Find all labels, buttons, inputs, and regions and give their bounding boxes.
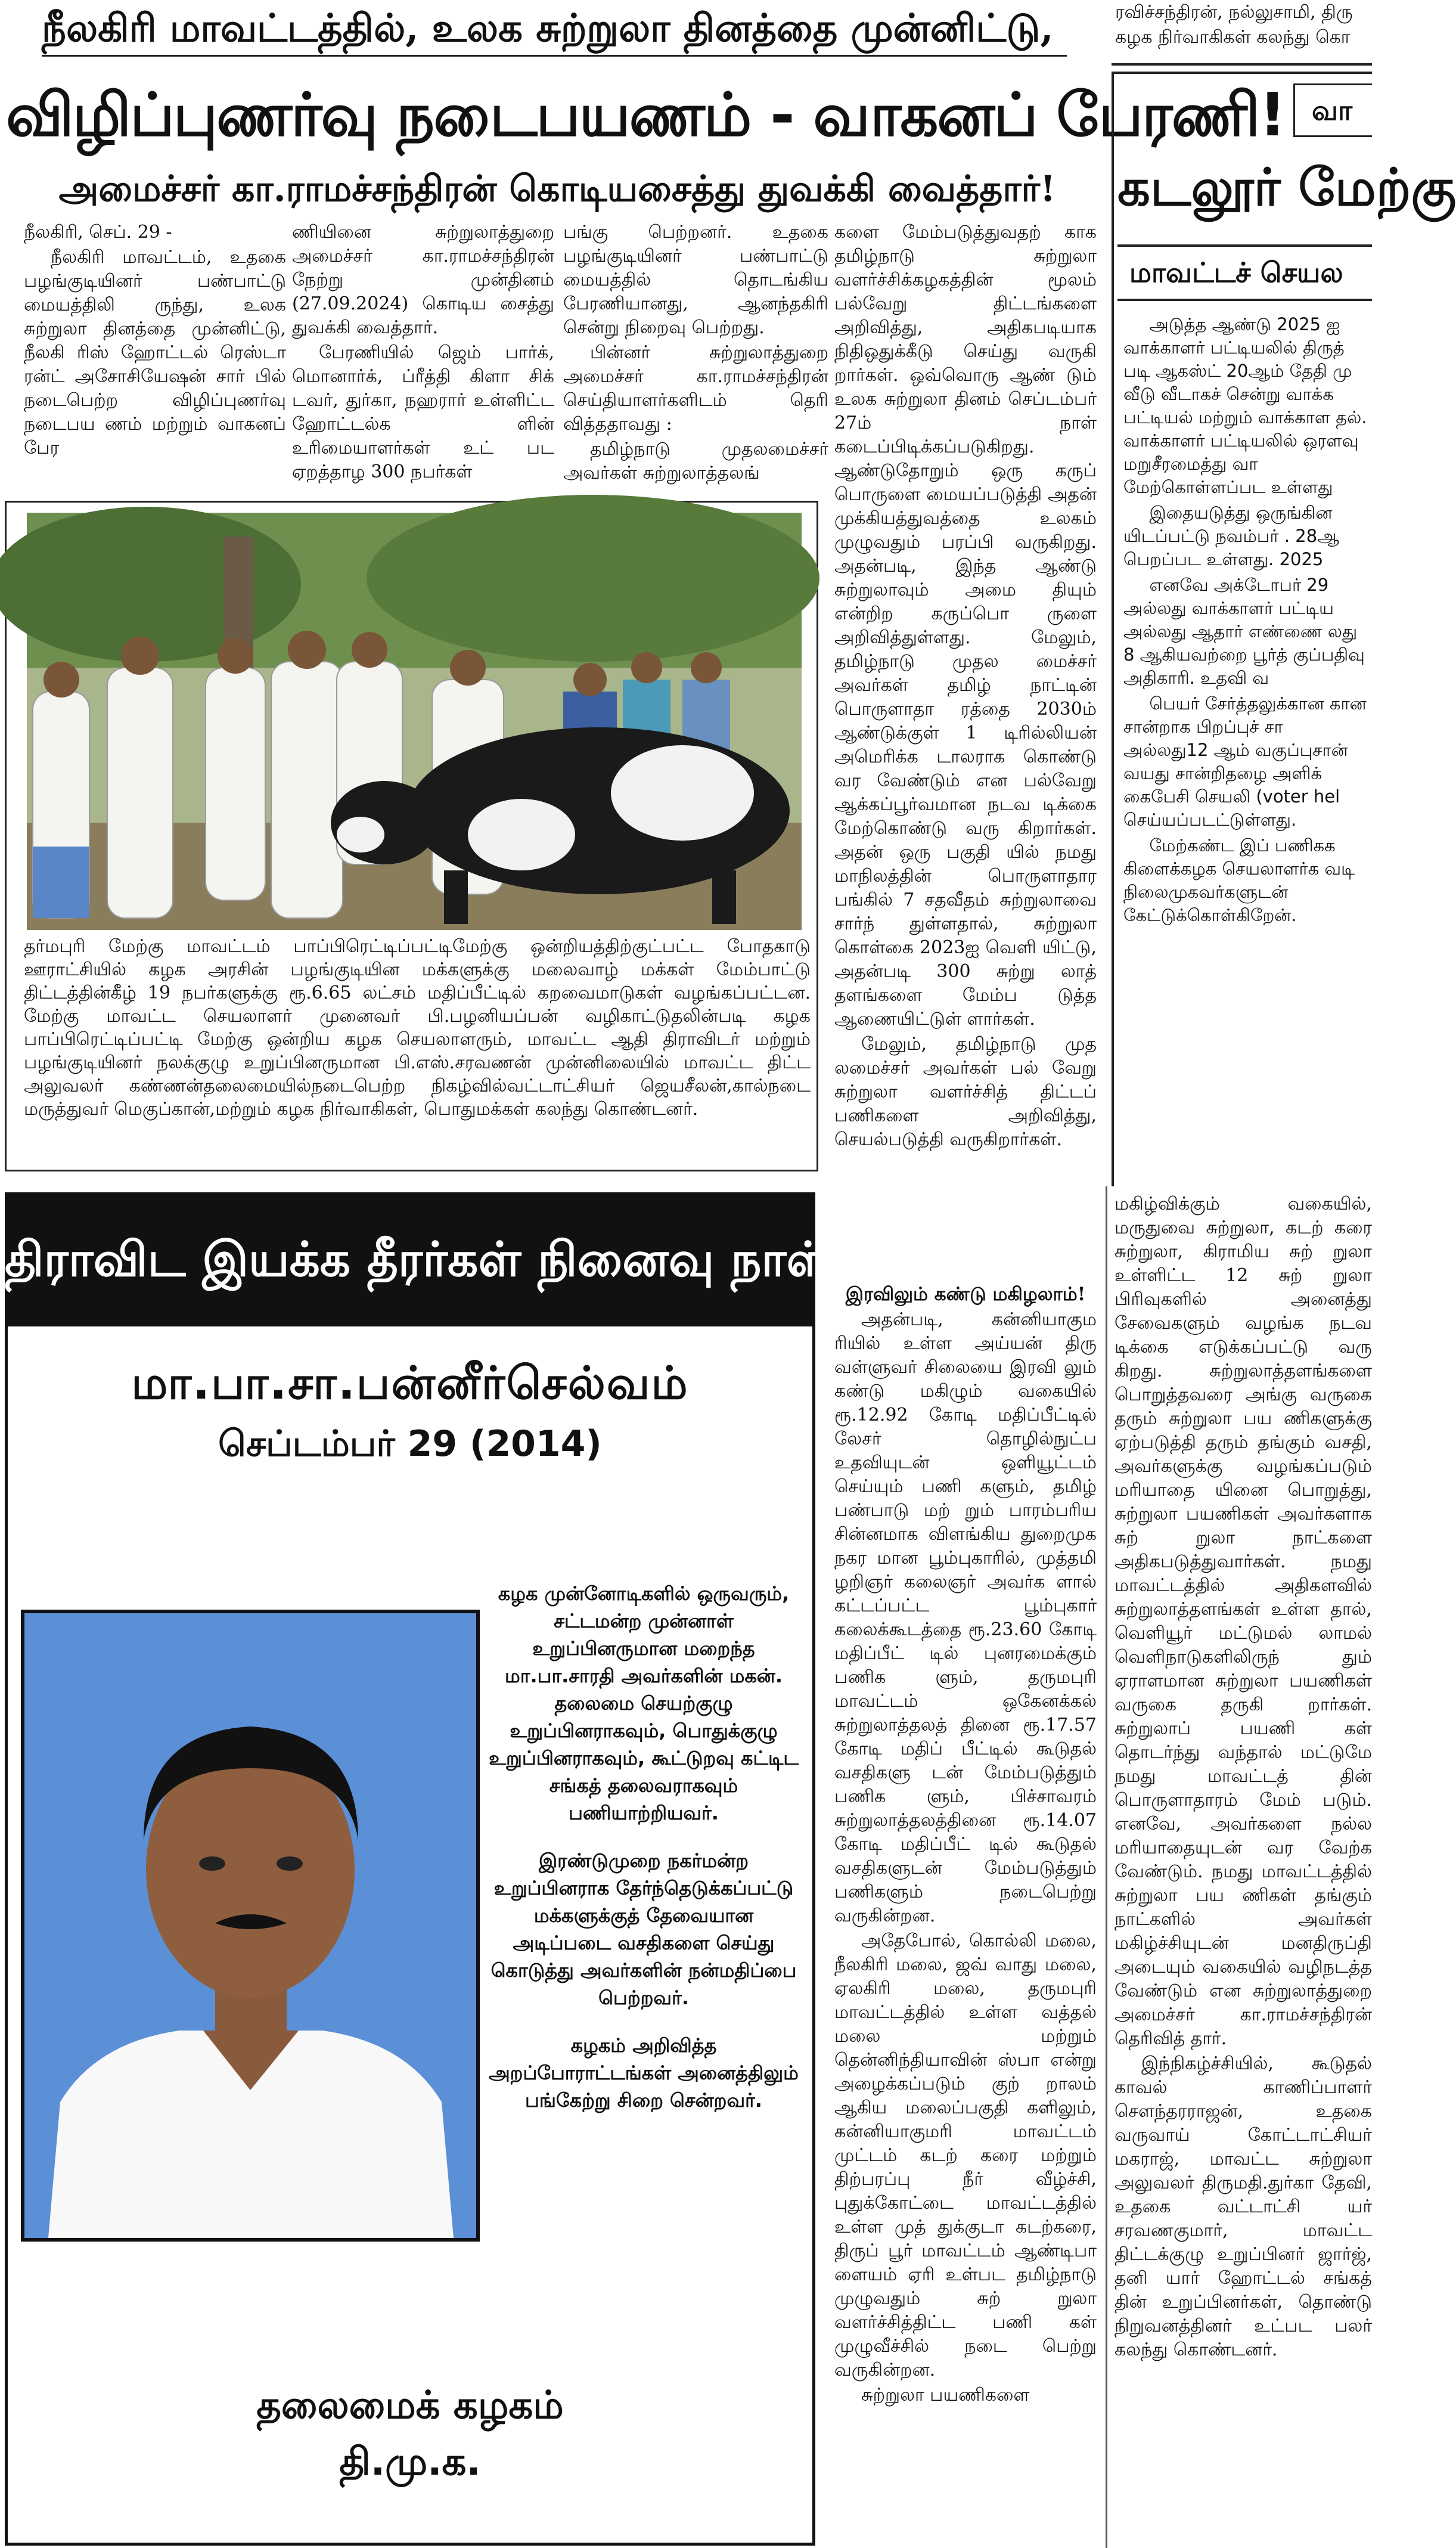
paragraph: அதேபோல், கொல்லி மலை, நீலகிரி மலை, ஜவ் வாது மலை, ஏலகிரி மலை, தருமபுரி மாவட்டத்தில் உள்ள வத்தல் மலை மற்றும் தென்னிந்தியாவின் ஸ்பா என்று அழைக்கப்படும் குற் றாலம் ஆகிய மலைப்பகுதி களிலும், கன்னியாகுமரி மாவட்டம் முட்டம் கடற் கரை மற்றும் திற்பரப்பு நீர் வீழ்ச்சி, புதுக்கோட்டை மாவட்டத்தில் உள்ள முத் துக்குடா கடற்கரை, திருப் பூர் மாவட்டம் ஆண்டிபா ளையம் ஏரி உள்பட தமிழ்நாடு முழுவதும் சுற் றுலா வளர்ச்சித்திட்ட பணி கள் முழுவீச்சில் நடை பெற்று வருகின்றன. (834, 1930, 1097, 2380)
adjacent-story-body (1123, 313, 1372, 1183)
adjacent-story-band: மாவட்டச் செயல (1117, 244, 1372, 301)
paragraph: எனவே அக்டோபர் 29 அல்லது வாக்காளர் பட்டிய அல்லது ஆதார் எண்ணை லது 8 ஆகியவற்றை பூர்த் குப்பதிவு அதிகாரி. உதவி வ (1123, 575, 1365, 688)
paragraph: இந்நிகழ்ச்சியில், கூடுதல் காவல் காணிப்பாளர் சௌந்தரராஜன், உதகை வருவாய் கோட்டாட்சியர் மகராஜ், மாவட்ட சுற்றுலா அலுவலர் திருமதி.துர்கா தேவி, உதகை வட்டாட்சி யர் சரவணகுமார், மாவட்ட திட்டக்குழு உறுப்பினர் ஜார்ஜ், தனி யார் ஹோட்டல் சங்கத் தின் உறுப்பினர்கள், தொண்டு நிறுவனத்தினர் உட்பட பலர் கலந்து கொண்டனர். (1114, 2053, 1372, 2360)
paragraph: பேரணியில் ஜெம் பார்க், மொனார்க், ப்ரீத்தி கிளா சிக் டவர், துர்கா, நஹரார் உள்ளிட்ட ஹோட்டல்க ளின் உரிமையாளர்கள் உட் பட ஏறத்தாழ 300 நபர்கள் (292, 342, 554, 482)
paragraph: சுற்றுலா பயணிகளை (861, 2385, 1030, 2406)
story-subhead: அமைச்சர் கா.ராமச்சந்திரன் கொடியசைத்து துவக்கி வைத்தார்! (58, 168, 1056, 210)
paragraph: நீலகிரி மாவட்டம், உதகை பழங்குடியினர் பண்பாட்டு மையத்திலி ருந்து, உலக சுற்றுலா தினத்தை முன்னிட்டு, நீலகி ரிஸ் ஹோட்டல் ரெஸ்டா ரன்ட் அசோசியேஷன் சார் பில் நடைபெற்ற விழிப்புணர்வு நடைபய ணம் மற்றும் வாகனப் பேர (24, 247, 286, 458)
paragraph: பங்கு பெற்றனர். உதகை பழங்குடியினர் பண்பாட்டு மையத்தில் தொடங்கிய பேரணியானது, ஆனந்தகிரி சென்று நிறைவு பெற்றது. (563, 222, 828, 338)
bio-paragraph: கழக முன்னோடிகளில் ஒருவரும், சட்டமன்ற முன்னாள் உறுப்பினருமான மறைந்த மா.பா.சாரதி அவர்களின் மகன். தலைமை செயற்குழு உறுப்பினராகவும், பொதுக்குழு உறுப்பினராகவும், கூட்டுறவு கட்டிட சங்கத் தலைவராகவும் பணியாற்றியவர். (489, 1582, 799, 1824)
cattle-handover-illustration (27, 513, 802, 930)
story-column-4 (834, 221, 1097, 1157)
story-column-3 (563, 221, 828, 501)
story-column-4-continued (834, 1282, 1097, 2546)
paragraph: மேற்கண்ட இப் பணிகக கிளைக்கழக செயலாளர்க வடி நிலைமுகவர்களுடன் கேட்டுக்கொள்கிறேன். (1123, 835, 1355, 925)
photo-caption: தர்மபுரி மேற்கு மாவட்டம் பாப்பிரெட்டிப்பட்டிமேற்கு ஒன்றியத்திற்குட்பட்ட போதகாடு ஊராட்சியில் கழக அரசின் பழங்குடியின மக்களுக்கு மலைவாழ் மக்கள் மேம்பாட்டு திட்டத்தின்கீழ் 19 நபர்களுக்கு ரூ.6.65 லட்சம் மதிப்பீட்டில் கறவைமாடுகள் வழங்கப்பட்டன. மேற்கு மாவட்ட செயலாளர் முனைவர் பி.பழனியப்பன் வழிகாட்டுதலின்படி கழக பாப்பிரெட்டிப்பட்டி மேற்கு ஒன்றிய கழக செயலாளரும், மாவட்ட ஆதி திராவிடர் மற்றும் பழங்குடியினர் நலக்குழு உறுப்பினருமான பி.எஸ்.சரவணன் முன்னிலையில் மாவட்ட திட்ட அலுவலர் கண்ணன்தலைமையில்நடைபெற்ற நிகழ்வில்வட்டாட்சியர் ஜெயசீலன்,கால்நடை மருத்துவர் மெகுப்கான்,மற்றும் கழக நிர்வாகிகள், பொதுமக்கள் கலந்து கொண்டனர். (24, 936, 811, 1120)
memorial-ad-footer-org: தலைமைக் கழகம் (256, 2383, 564, 2428)
memorial-ad-header: திராவிட இயக்க தீரர்கள் நினைவு நாள் (5, 1192, 815, 1326)
portrait-illustration (24, 1613, 476, 2238)
paragraph: இதையடுத்து ஒருங்கின யிடப்பட்டு நவம்பர் . 28ஆ பெறப்பட உள்ளது. 2025 (1123, 503, 1339, 569)
column-divider (1106, 1186, 1107, 2548)
memorial-ad-footer-party: தி.மு.க. (339, 2440, 481, 2484)
portrait-photo (21, 1610, 480, 2242)
memorial-ad-date: செப்டம்பர் 29 (2014) (218, 1423, 602, 1465)
story-kicker: நீலகிரி மாவட்டத்தில், உலக சுற்றுலா தினத்தை முன்னிட்டு, (42, 0, 1067, 57)
story-column-1 (24, 221, 286, 501)
story-headline: விழிப்புணர்வு நடைபயணம் - வாகனப் பேரணி! (6, 80, 1285, 150)
paragraph: பெயர் சேர்த்தலுக்கான கான சான்றாக பிறப்புச் சா அல்லது12 ஆம் வகுப்புசான் வயது சான்றிதழை அளிக் கைபேசி செயலி (voter hel செய்யப்படட்டுள்ளது. (1123, 693, 1367, 830)
bio-paragraph: கழகம் அறிவித்த அறப்போராட்டங்கள் அனைத்திலும் பங்கேற்று சிறை சென்றவர். (489, 2034, 799, 2112)
paragraph: தமிழ்நாடு முதலமைச்சர் அவர்கள் சுற்றுலாத்தலங் (563, 439, 828, 483)
story-column-2 (292, 221, 554, 501)
adjacent-story-label: வா (1293, 83, 1372, 137)
paragraph: பின்னர் சுற்றுலாத்துறை அமைச்சர் கா.ராமச்சந்திரன் செய்தியாளர்களிடம் தெரி வித்ததாவது : (563, 342, 828, 435)
memorial-ad-name: மா.பா.சா.பன்னீர்செல்வம் (131, 1356, 689, 1409)
adjacent-story-snippet: ரவிச்சந்திரன், நல்லுசாமி, திரு கழக நிர்வாகிகள் கலந்து கொ (1112, 0, 1372, 66)
adjacent-story-headline: கடலூர் மேற்கு (1117, 158, 1456, 218)
paragraph: ணியினை சுற்றுலாத்துறை அமைச்சர் கா.ராமச்சந்திரன் நேற்று முன்தினம் (27.09.2024) கொடிய சைத்து துவக்கி வைத்தார். (292, 222, 554, 338)
paragraph: மகிழ்விக்கும் வகையில், மருதுவை சுற்றுலா, கடற் கரை சுற்றுலா, கிராமிய சுற் றுலா உள்ளிட்ட 12 சுற் றுலா பிரிவுகளில் அனைத்து சேவைகளும் வழங்க நடவ டிக்கை எடுக்கப்பட்டு வரு கிறது. சுற்றுலாத்தளங்களை பொறுத்தவரை அங்கு வருகை தரும் சுற்றுலா பய ணிகளுக்கு ஏற்படுத்தி தரும் தங்கும் வசதி, அவர்களுக்கு வழங்கப்படும் மரியாதை யினை பொறுத்து, சுற்றுலா பயணிகள் அவர்களாக சுற் றுலா நாட்களை அதிகபடுத்துவார்கள். நமது மாவட்டத்தில் அதிகளவில் சுற்றுலாத்தளங்கள் உள்ள தால், வெளியூர் மட்டுமல் லாமல் வெளிநாடுகளிலிருந் தும் ஏராளமான சுற்றுலா பயணிகள் வருகை தருகி றார்கள். சுற்றுலாப் பயணி கள் தொடர்ந்து வந்தால் மட்டுமே நமது மாவட்டத் தின் பொருளாதாரம் மேம் படும். எனவே, அவர்களை நல்ல மரியாதையுடன் வர வேற்க வேண்டும். நமது மாவட்டத்தில் சுற்றுலா பய ணிகள் தங்கும் நாட்களில் அவர்கள் மகிழ்ச்சியுடன் மனதிருப்தி அடையும் வகையில் வழிநடத்த வேண்டும் என சுற்றுலாத்துறை அமைச்சர் கா.ராமச்சந்திரன் தெரிவித் தார். (1114, 1194, 1372, 2049)
section-subhead: இரவிலும் கண்டு மகிழலாம்! (845, 1284, 1086, 1305)
bio-paragraph: இரண்டுமுறை நகர்மன்ற உறுப்பினராக தேர்ந்தெடுக்கப்பட்டு மக்களுக்குத் தேவையான அடிப்படை வசதிகளை செய்து கொடுத்து அவர்களின் நன்மதிப்பை பெற்றவர். (490, 1849, 797, 2009)
paragraph: அடுத்த ஆண்டு 2025 ஐ வாக்காளர் பட்டியலில் திருத் படி ஆகஸ்ட் 20ஆம் தேதி மு வீடு வீடாகச் சென்று வாக்க பட்டியல் மற்றும் வாக்காள தல். வாக்காளர் பட்டியலில் ஒரளவு மறுசீரமைத்து வா மேற்கொள்ளப்பட உள்ளது (1123, 314, 1367, 497)
paragraph: களை மேம்படுத்துவதற் காக தமிழ்நாடு சுற்றுலா வளர்ச்சிக்கழகத்தின் மூலம் பல்வேறு திட்டங்களை அறிவித்து, அதிகபடியாக நிதிஒதுக்கீடு செய்து வருகி றார்கள். ஒவ்வொரு ஆண் டும் உலக சுற்றுலா தினம் செப்டம்பர் 27ம் நாள் கடைப்பிடிக்கப்படுகிறது. ஆண்டுதோறும் ஒரு கருப் பொருளை மையப்படுத்தி அதன் முக்கியத்துவத்தை உலகம் முழுவதும் பரப்பி வருகிறது. அதன்படி, இந்த ஆண்டு சுற்றுலாவும் அமை தியும் என்றிற கருப்பொ ருளை அறிவித்துள்ளது. மேலும், தமிழ்நாடு முதல மைச்சர் அவர்கள் தமிழ் நாட்டின் பொருளாதா ரத்தை 2030ம் ஆண்டுக்குள் 1 டிரில்லியன் அமெரிக்க டாலராக கொண்டு வர வேண்டும் என பல்வேறு ஆக்கப்பூர்வமான நடவ டிக்கை மேற்கொண்டு வரு கிறார்கள். அதன் ஒரு பகுதி யில் நமது மாநிலத்தின் பொருளாதார பங்கில் 7 சதவீதம் சுற்றுலாவை சார்ந் துள்ளதால், சுற்றுலா கொள்கை 2023ஐ வெளி யிட்டு, அதன்படி 300 சுற்று லாத் தளங்களை மேம்ப டுத்த ஆணையிட்டுள் ளார்கள். (834, 222, 1097, 1030)
dateline: நீலகிரி, செப். 29 - (24, 222, 172, 243)
story-column-5 (1114, 1192, 1372, 2546)
paragraph: அதன்படி, கன்னியாகும ரியில் உள்ள அய்யன் திரு வள்ளுவர் சிலையை இரவி லும் கண்டு மகிழும் வகையில் ரூ.12.92 கோடி மதிப்பீட்டில் லேசர் தொழில்நுட்ப உதவியுடன் ஒளியூட்டம் செய்யும் பணி களும், தமிழ் பண்பாடு மற் றும் பாரம்பரிய சின்னமாக விளங்கிய துறைமுக நகர மான பூம்புகாரில், முத்தமி ழறிஞர் கலைஞர் அவர்க ளால் கட்டப்பட்ட பூம்புகார் கலைக்கூடத்தை ரூ.23.60 கோடி மதிப்பீட் டில் புனரமைக்கும் பணிக ளும், தருமபுரி மாவட்டம் ஒகேனக்கல் சுற்றுலாத்தலத் தினை ரூ.17.57 கோடி மதிப் பீட்டில் கூடுதல் வசதிகளு டன் மேம்படுத்தும் பணிக ளும், பிச்சாவரம் சுற்றுலாத்தலத்தினை ரூ.14.07 கோடி மதிப்பீட் டில் கூடுதல் வசதிகளுடன் மேம்படுத்தும் பணிகளும் நடைபெற்று வருகின்றன. (834, 1309, 1097, 1926)
news-photo (27, 513, 802, 930)
paragraph: மேலும், தமிழ்நாடு முத லமைச்சர் அவர்கள் பல் வேறு சுற்றுலா வளர்ச்சித் திட்டப் பணிகளை அறிவித்து, செயல்படுத்தி வருகிறார்கள். (834, 1034, 1097, 1150)
memorial-ad-bio (489, 1580, 799, 2265)
